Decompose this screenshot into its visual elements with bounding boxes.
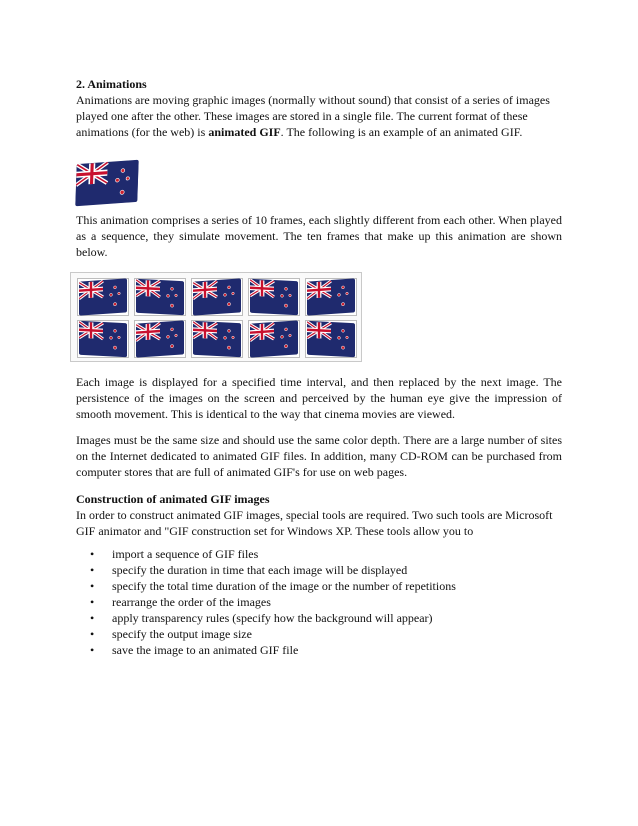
animated-gif-example-image xyxy=(75,160,138,206)
list-item xyxy=(90,610,456,626)
intro-text-2: . The following is an example of an animated GIF. xyxy=(280,125,523,139)
new-zealand-flag-icon xyxy=(250,279,298,316)
animation-frames-grid xyxy=(70,272,362,362)
bullet-icon: • xyxy=(90,579,95,593)
list-item xyxy=(90,562,456,578)
list-item-text: rearrange the order of the images xyxy=(112,595,271,609)
bullet-icon: • xyxy=(90,611,95,625)
animation-frame xyxy=(134,320,186,358)
list-item xyxy=(90,578,456,594)
new-zealand-flag-icon xyxy=(136,320,184,357)
new-zealand-flag-icon xyxy=(75,160,138,206)
animation-frame xyxy=(77,278,129,316)
flag-frame-image xyxy=(307,278,355,315)
new-zealand-flag-icon xyxy=(79,321,127,358)
construction-paragraph: In order to construct animated GIF images, special tools are required. Two such tools are Microsoft GIF animator and "GIF construction set for Windows XP. These tools allow you to xyxy=(76,508,553,538)
flag-frame-image xyxy=(307,321,355,358)
animation-frame xyxy=(134,278,186,316)
flag-frame-image xyxy=(79,278,127,315)
construction-tool-features-list xyxy=(90,546,456,658)
list-item xyxy=(90,626,456,642)
construction-heading: Construction of animated GIF images xyxy=(76,492,270,506)
animation-frame xyxy=(191,278,243,316)
list-item-text: apply transparency rules (specify how the background will appear) xyxy=(112,611,433,625)
flag-frame-image xyxy=(136,279,184,316)
bullet-icon: • xyxy=(90,547,95,561)
intro-bold-term: animated GIF xyxy=(208,125,281,139)
animation-frame xyxy=(191,320,243,358)
flag-frame-image xyxy=(250,320,298,357)
frames-paragraph: This animation comprises a series of 10 frames, each slightly different from each other. When played as a sequence, they simulate movement. The ten frames that make up this animation are shown below. xyxy=(76,213,562,259)
flag-frame-image xyxy=(136,320,184,357)
bullet-icon: • xyxy=(90,643,95,657)
new-zealand-flag-icon xyxy=(307,321,355,358)
flag-frame-image xyxy=(193,321,241,358)
display-paragraph: Each image is displayed for a specified time interval, and then replaced by the next image. The persistence of the images on the screen and perceived by the human eye give the impression of smooth movement. This is identical to the way that cinema movies are viewed. xyxy=(76,375,562,421)
list-item-text: specify the output image size xyxy=(112,627,252,641)
list-item xyxy=(90,594,456,610)
new-zealand-flag-icon xyxy=(193,278,241,315)
animation-frame xyxy=(248,320,300,358)
bullet-icon: • xyxy=(90,595,95,609)
bullet-icon: • xyxy=(90,627,95,641)
list-item xyxy=(90,642,456,658)
animation-frame xyxy=(305,278,357,316)
intro-paragraph xyxy=(76,92,562,140)
size-paragraph: Images must be the same size and should use the same color depth. There are a large number of sites on the Internet dedicated to animated GIF files. In addition, many CD-ROM can be purchased from computer stores that are full of animated GIF's for use on web pages. xyxy=(76,433,562,479)
section-heading: 2. Animations xyxy=(76,77,147,91)
animation-frame xyxy=(77,320,129,358)
new-zealand-flag-icon xyxy=(136,279,184,316)
new-zealand-flag-icon xyxy=(307,278,355,315)
animation-frame xyxy=(248,278,300,316)
intro-text-1: Animations are moving graphic images (normally without sound) that consist of a series of images played one after the other. These images are stored in a single file. The current format of these animations (for the web) is xyxy=(76,93,550,139)
new-zealand-flag-icon xyxy=(193,321,241,358)
new-zealand-flag-icon xyxy=(79,278,127,315)
flag-frame-image xyxy=(79,321,127,358)
flag-frame-image xyxy=(193,278,241,315)
animation-frame xyxy=(305,320,357,358)
list-item-text: import a sequence of GIF files xyxy=(112,547,259,561)
list-item-text: specify the total time duration of the image or the number of repetitions xyxy=(112,579,456,593)
new-zealand-flag-icon xyxy=(250,320,298,357)
list-item xyxy=(90,546,456,562)
list-item-text: save the image to an animated GIF file xyxy=(112,643,299,657)
flag-frame-image xyxy=(250,279,298,316)
list-item-text: specify the duration in time that each image will be displayed xyxy=(112,563,408,577)
bullet-icon: • xyxy=(90,563,95,577)
